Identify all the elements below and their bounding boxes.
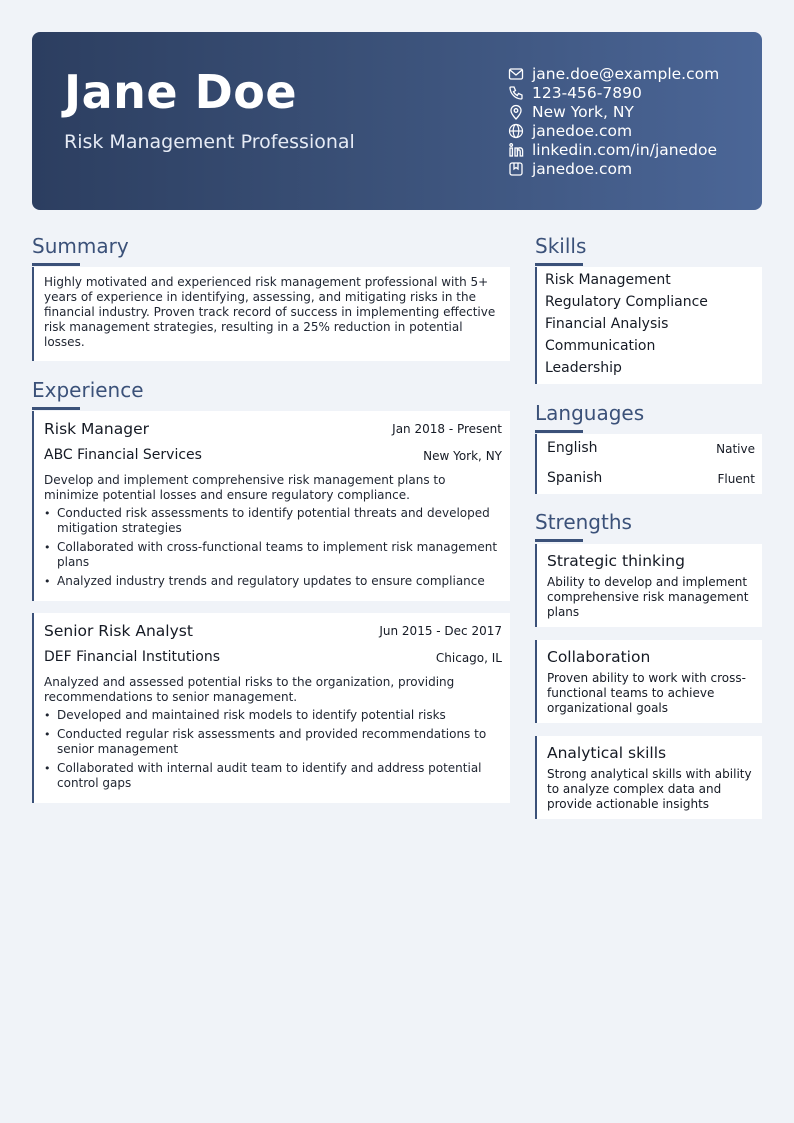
skills-card [535,267,762,384]
contact-website[interactable] [508,121,719,140]
contact-location [508,102,719,121]
job-title: Senior Risk Analyst [44,622,193,640]
job-location: Chicago, IL [435,651,502,665]
summary-text: Highly motivated and experienced risk management professional with 5+ years of experience in identifying, assessing, and mitigating risks in the financial industry. Proven track record of success in implementing effective risk management strategies, resulting in a 25% reduction in potential losses. [44,275,496,349]
job-bullet: • Collaborated with cross-functional teams to implement risk management plans [44,540,504,570]
skill-item: Communication [545,338,656,354]
job-bullet: • Collaborated with internal audit team to identify and address potential control gaps [44,761,504,791]
section-underline [535,263,583,266]
job-bullet: • Conducted regular risk assessments and provided recommendations to senior management [44,727,504,757]
skill-item: Regulatory Compliance [545,294,708,310]
contact-email[interactable] [508,64,719,83]
contact-text: janedoe.com [532,159,633,178]
job-title: Risk Manager [44,420,149,438]
job-location: New York, NY [423,449,502,463]
job-description: Analyzed and assessed potential risks to the organization, providing recommendations to senior management. [44,675,455,704]
strengths-section-title [535,512,632,532]
section-title-text: Experience [32,378,144,402]
language-name: English [547,440,598,456]
contact-text: linkedin.com/in/janedoe [532,140,717,159]
skill-item: Financial Analysis [545,316,669,332]
contact-text: New York, NY [532,102,634,121]
job-bullet: • Conducted risk assessments to identify potential threats and developed mitigation strategies [44,506,504,536]
section-underline [535,539,583,542]
languages-section-title [535,403,644,423]
job-card [32,613,510,803]
language-level: Fluent [717,472,755,486]
skill-item: Leadership [545,360,622,376]
section-underline [32,263,80,266]
strength-title: Strategic thinking [547,552,685,570]
section-underline [535,430,583,433]
section-title-text: Skills [535,234,587,258]
job-description: Develop and implement comprehensive risk management plans to minimize potential losses and ensure regulatory compliance. [44,473,446,502]
contact-text: janedoe.com [532,121,633,140]
candidate-name: Jane Doe [64,65,298,119]
summary-section-title [32,236,129,256]
language-row [547,470,755,500]
strength-description: Strong analytical skills with ability to analyze complex data and provide actionable insights [547,767,752,811]
skills-section-title [535,236,586,256]
strength-title: Analytical skills [547,744,667,762]
language-name: Spanish [547,470,603,486]
job-bullet: • Analyzed industry trends and regulatory updates to ensure compliance [44,574,504,589]
job-bullet-list [44,506,504,593]
contact-list [508,64,719,178]
job-company: DEF Financial Institutions [44,649,221,665]
contact-linkedin[interactable] [508,140,719,159]
job-dates: Jun 2015 - Dec 2017 [379,624,502,638]
section-title-text: Summary [32,234,129,258]
contact-text: jane.doe@example.com [532,64,720,83]
section-underline [32,407,80,410]
skill-item: Risk Management [545,272,671,288]
strength-card [535,544,762,627]
candidate-role: Risk Management Professional [64,131,355,153]
strength-description: Proven ability to work with cross-functional teams to achieve organizational goals [547,671,746,715]
resume-header [32,32,762,210]
strength-card [535,736,762,819]
strength-card [535,640,762,723]
job-company: ABC Financial Services [44,447,202,463]
summary-card [32,267,510,361]
experience-section-title [32,380,144,400]
section-title-text: Strengths [535,510,632,534]
globe-icon [508,123,524,139]
language-row [547,440,755,470]
contact-phone[interactable] [508,83,719,102]
languages-card [535,434,762,494]
contact-portfolio[interactable] [508,159,719,178]
bookmark-icon [508,161,524,177]
job-bullet: • Developed and maintained risk models to identify potential risks [44,708,504,723]
job-bullet-list [44,708,504,795]
linkedin-icon [508,142,524,158]
strength-title: Collaboration [547,648,651,666]
contact-text: 123-456-7890 [532,83,642,102]
strength-description: Ability to develop and implement comprehensive risk management plans [547,575,749,619]
language-level: Native [716,442,755,456]
mail-icon [508,66,524,82]
section-title-text: Languages [535,401,645,425]
job-dates: Jan 2018 - Present [392,422,502,436]
location-pin-icon [508,104,524,120]
phone-icon [508,85,524,101]
job-card [32,411,510,601]
